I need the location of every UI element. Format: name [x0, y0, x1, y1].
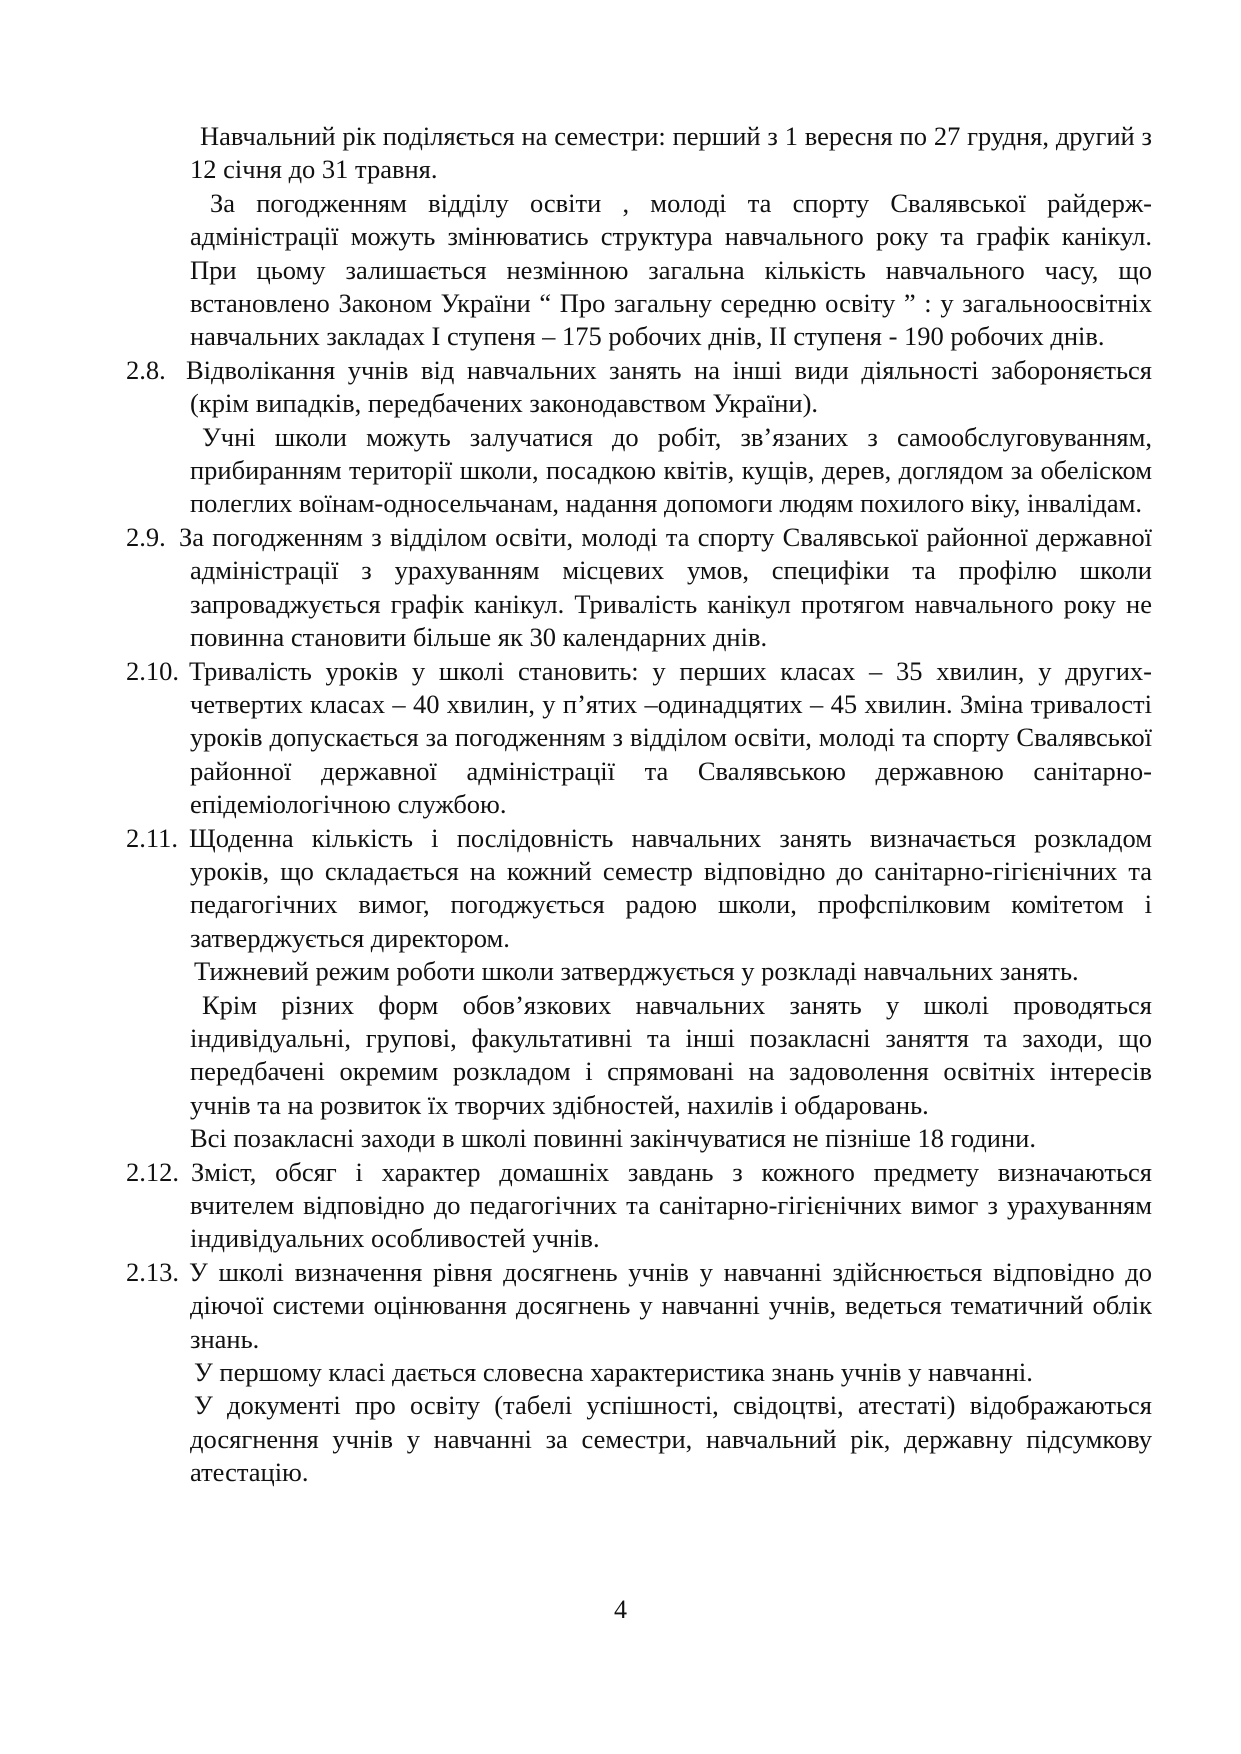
item-2-11-continuation-time: Всі позакласні заходи в школі повинні закінчуватися не пізніше 18 години. [190, 1123, 1036, 1154]
item-2-13-continuation-document: У документі про освіту (табелі успішності, свідоцтві, атестаті) відображаються досягнення учнів у навчанні за семестри, навчальний рік, державну підсумкову атестацію. [190, 1390, 1152, 1488]
item-number: 2.10. [126, 655, 179, 686]
item-2-11-continuation-activities: Крім різних форм обов’язкових навчальних занять у школі проводяться індивідуальні, групові, факультативні та інші позакласні заняття та заходи, що передбачені окремим розкладом і спрямовані на задоволення освітніх інтересів учнів та на розвиток їх творчих здібностей, нахилів і обдаровань. [190, 989, 1152, 1120]
paragraph-semesters: Навчальний рік поділяється на семестри: перший з 1 вересня по 27 грудня, другий з 12 січня до 31 травня. [190, 121, 1152, 185]
item-2-8 [126, 354, 1152, 421]
item-2-10 [126, 655, 1152, 822]
item-number: 2.8. [126, 354, 166, 385]
item-number: 2.12. [126, 1156, 179, 1187]
document-body [126, 120, 1152, 1490]
page-number: 4 [614, 1595, 627, 1624]
item-number: 2.11. [126, 822, 179, 853]
item-2-11 [126, 822, 1152, 956]
item-text: Зміст, обсяг і характер домашніх завдань з кожного предмету визначаються вчителем відповідно до педагогічних та санітарно-гігієнічних вимог з урахуванням індивідуальних особливостей учнів. [190, 1156, 1152, 1254]
item-number: 2.13. [126, 1256, 179, 1287]
item-text: За погодженням з відділом освіти, молоді та спорту Свалявської районної державної адміністрації з урахуванням місцевих умов, специфіки та профілю школи запроваджується графік канікул. Тривалість канікул протягом навчального року не повинна становити більше як 30 календарних днів. [179, 521, 1152, 653]
item-2-13-continuation-first-class: У першому класі дається словесна характеристика знань учнів у навчанні. [194, 1357, 1033, 1388]
item-2-11-continuation-weekly: Тижневий режим роботи школи затверджується у розкладі навчальних занять. [194, 956, 1079, 987]
item-number: 2.9. [126, 521, 166, 552]
item-2-12 [126, 1156, 1152, 1256]
paragraph-structure-change: За погодженням відділу освіти , молоді та спорту Свалявської райдерж-адміністрації можуть змінюватись структура навчального року та графік канікул. При цьому залишається незмінною загальна кількість навчального часу, що встановлено Законом України “ Про загальну середню освіту ” : у загальноосвітніх навчальних закладах І ступеня – 175 робочих днів, ІІ ступеня - 190 робочих днів. [190, 187, 1152, 352]
item-2-8-continuation: Учні школи можуть залучатися до робіт, зв’язаних з самообслуговуванням, прибиранням території школи, посадкою квітів, кущів, дерев, доглядом за обеліском полеглих воїнам-односельчанам, надання допомоги людям похилого віку, інвалідам. [190, 421, 1152, 519]
item-2-9 [126, 521, 1152, 655]
item-text: Щоденна кількість і послідовність навчальних занять визначається розкладом уроків, що складається на кожний семестр відповідно до санітарно-гігієнічних та педагогічних вимог, погоджується радою школи, профспілковим комітетом і затверджується директором. [189, 822, 1152, 953]
item-2-13 [126, 1256, 1152, 1356]
item-text: Відволікання учнів від навчальних занять на інші види діяльності забороняється (крім випадків, передбачених законодавством України). [186, 354, 1152, 419]
item-text: Тривалість уроків у школі становить: у перших класах – 35 хвилин, у других-четвертих класах – 40 хвилин, у п’ятих –одинадцятих – 45 хвилин. Зміна тривалості уроків допускається за погодженням з відділом освіти, молоді та спорту Свалявської районної державної адміністрації та Свалявською державною санітарно-епідеміологічною службою. [189, 655, 1152, 820]
item-text: У школі визначення рівня досягнень учнів у навчанні здійснюється відповідно до діючої системи оцінювання досягнень у навчанні учнів, ведеться тематичний облік знань. [189, 1256, 1152, 1354]
